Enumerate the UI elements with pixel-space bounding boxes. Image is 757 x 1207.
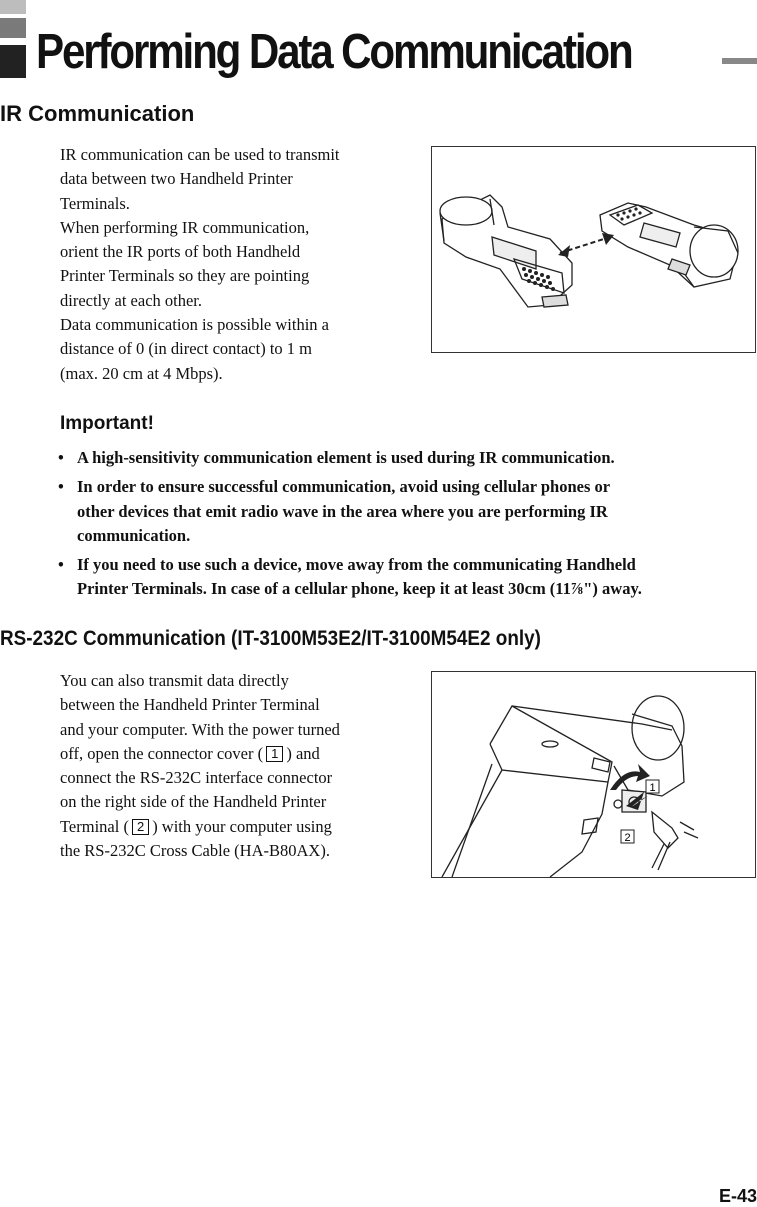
rs232c-line: and your computer. With the power turned <box>60 719 340 739</box>
header-block-3 <box>0 45 26 78</box>
ir-paragraph-line: Data communication is possible within a <box>60 315 329 335</box>
bullet-dot-icon: • <box>58 555 64 575</box>
ir-paragraph <box>60 143 340 386</box>
header-block-2 <box>0 18 26 38</box>
bullet-dot-icon: • <box>58 448 64 467</box>
important-bullet <box>58 553 757 602</box>
rs232c-text: ) with your computer using <box>152 816 332 836</box>
rs232c-illustration <box>431 671 756 878</box>
rs232c-line: between the Handheld Printer Terminal <box>60 695 320 715</box>
ir-illustration <box>431 146 756 353</box>
ir-paragraph-line: data between two Handheld Printer <box>60 169 293 189</box>
important-bullet <box>58 446 757 470</box>
rs232c-paragraph <box>60 669 340 863</box>
rs232c-line: You can also transmit data directly <box>60 671 289 690</box>
page-number: E-43 <box>718 1186 757 1206</box>
rs232c-connector-svg <box>432 672 755 877</box>
figure-callout-1: 1 <box>649 782 656 794</box>
important-bullet-line: other devices that emit radio wave in the area where you are performing IR <box>77 501 608 521</box>
figure-callout-2: 2 <box>624 832 631 844</box>
header-block-1 <box>0 0 26 14</box>
important-bullet-list <box>58 446 757 607</box>
ir-paragraph-line: directly at each other. <box>60 290 203 310</box>
rs232c-text: Terminal ( <box>60 816 129 836</box>
ir-paragraph-line: orient the IR ports of both Handheld <box>60 242 301 262</box>
section-heading-rs232c: RS-232C Communication (IT-3100M53E2/IT-3100M54E2 only) <box>0 627 541 650</box>
ir-paragraph-line: When performing IR communication, <box>60 217 310 237</box>
ir-paragraph-line: distance of 0 (in direct contact) to 1 m <box>60 339 312 359</box>
section-heading-ir: IR Communication <box>0 101 195 126</box>
rs232c-line: connect the RS-232C interface connector <box>60 768 333 788</box>
important-bullet-line: In order to ensure successful communication, avoid using cellular phones or <box>77 477 611 497</box>
important-bullet-line: If you need to use such a device, move away from the communicating Handheld <box>77 555 636 575</box>
rs232c-line: on the right side of the Handheld Printer <box>60 792 327 812</box>
ir-paragraph-line: Printer Terminals so they are pointing <box>60 266 310 286</box>
bullet-dot-icon: • <box>58 477 64 497</box>
rs232c-text: off, open the connector cover ( <box>60 743 264 763</box>
page-title: Performing Data Communication <box>36 25 632 79</box>
important-heading: Important! <box>60 413 154 434</box>
title-rule <box>722 58 757 64</box>
rs232c-line: the RS-232C Cross Cable (HA-B80AX). <box>60 841 330 861</box>
important-bullet-line: Printer Terminals. In case of a cellular phone, keep it at least 30cm (11⅞") away. <box>77 579 642 599</box>
callout-2-marker: 2 <box>132 819 149 835</box>
callout-1-marker: 1 <box>266 746 283 762</box>
ir-devices-svg <box>432 147 755 352</box>
rs232c-line <box>60 815 340 839</box>
ir-paragraph-line: Terminals. <box>60 193 130 213</box>
ir-paragraph-line: IR communication can be used to transmit <box>60 145 340 164</box>
rs232c-text: ) and <box>286 743 320 763</box>
ir-paragraph-line: (max. 20 cm at 4 Mbps). <box>60 363 223 383</box>
rs232c-line <box>60 742 340 766</box>
important-bullet <box>58 475 757 548</box>
important-bullet-line: A high-sensitivity communication element is used during IR communication. <box>77 448 615 467</box>
important-bullet-line: communication. <box>77 525 191 545</box>
